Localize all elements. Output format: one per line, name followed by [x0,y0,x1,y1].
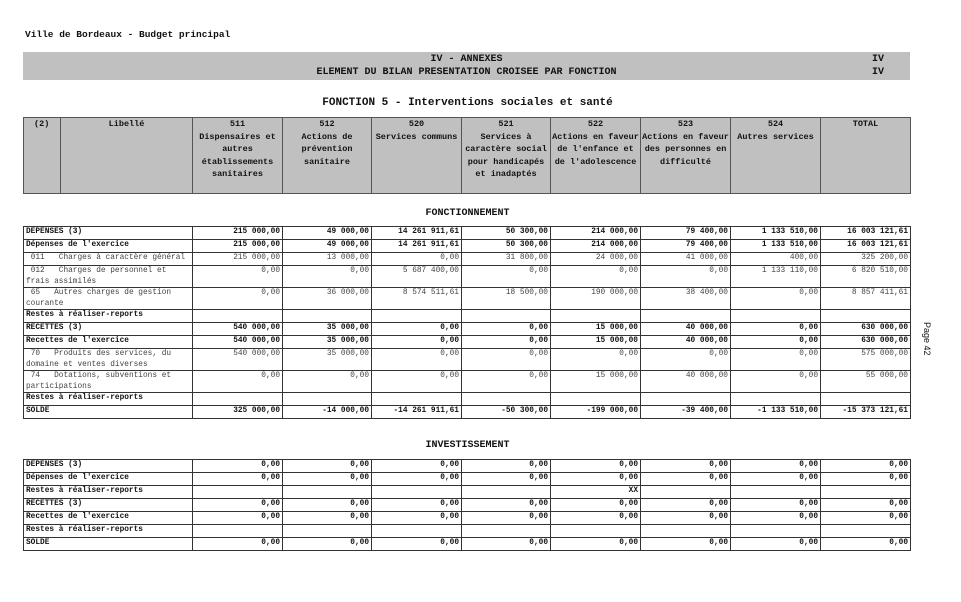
amount-cell: 0,00 [731,512,821,525]
table-row [24,486,911,499]
table-row [24,538,911,551]
amount-cell: 0,00 [372,371,462,393]
table-row [24,336,911,349]
fonctionnement-table [23,226,911,419]
amount-cell: 215 000,00 [193,240,283,253]
annex-banner [23,52,910,80]
amount-cell: 0,00 [731,499,821,512]
amount-cell: 0,00 [641,473,731,486]
amount-cell: 540 000,00 [193,336,283,349]
amount-cell [462,525,551,538]
banner-subtitle: ELEMENT DU BILAN PRESENTATION CROISEE PAR FONCTION [316,67,617,78]
table-row [24,371,911,393]
amount-cell: 0,00 [283,538,372,551]
amount-cell: 24 000,00 [551,253,641,266]
amount-cell: 0,00 [462,266,551,288]
amount-cell [821,525,911,538]
amount-cell: 0,00 [731,538,821,551]
amount-cell: 6 820 510,00 [821,266,911,288]
amount-cell: 325 200,00 [821,253,911,266]
column-header [462,118,551,194]
amount-cell: 50 300,00 [462,240,551,253]
table-row [24,525,911,538]
amount-cell: 0,00 [731,371,821,393]
amount-cell: 0,00 [731,349,821,371]
column-header [641,118,731,194]
amount-cell: 0,00 [641,266,731,288]
row-label: 65 Autres charges de gestion courante [24,288,193,310]
amount-cell [283,486,372,499]
amount-cell [731,310,821,323]
amount-cell: 16 003 121,61 [821,240,911,253]
amount-cell: 540 000,00 [193,323,283,336]
amount-cell: 0,00 [283,460,372,473]
amount-cell: 0,00 [641,499,731,512]
row-label: 74 Dotations, subventions et participations [24,371,193,393]
amount-cell: 0,00 [462,323,551,336]
row-label: 70 Produits des services, du domaine et ventes diverses [24,349,193,371]
amount-cell: 0,00 [821,538,911,551]
amount-cell: 36 000,00 [283,288,372,310]
amount-cell: -14 000,00 [283,406,372,419]
section-title-investissement: INVESTISSEMENT [425,440,510,451]
amount-cell: 55 000,00 [821,371,911,393]
column-label: Actions en faveur des personnes en difficulté [642,131,729,167]
amount-cell [731,393,821,406]
column-header-table [23,117,911,194]
amount-cell: 0,00 [372,323,462,336]
column-label: (2) [34,119,50,129]
amount-cell [283,393,372,406]
column-label: Actions de prévention sanitaire [301,131,353,167]
amount-cell: 0,00 [372,538,462,551]
amount-cell [641,393,731,406]
amount-cell: XX [551,486,641,499]
column-code: 521 [498,119,514,129]
amount-cell: 79 400,00 [641,227,731,240]
amount-cell: 630 000,00 [821,336,911,349]
amount-cell: 0,00 [551,349,641,371]
table-row [24,512,911,525]
amount-cell: 0,00 [821,512,911,525]
row-label: DEPENSES (3) [24,227,193,240]
table-row [24,323,911,336]
column-code: 523 [677,119,694,129]
amount-cell [551,393,641,406]
amount-cell: 13 000,00 [283,253,372,266]
amount-cell: 0,00 [551,538,641,551]
amount-cell: 0,00 [372,349,462,371]
column-label: Dispensaires et autres établissements sanitaires [199,131,276,179]
amount-cell: 15 000,00 [551,371,641,393]
amount-cell: -14 261 911,61 [372,406,462,419]
amount-cell: 79 400,00 [641,240,731,253]
row-label: SOLDE [24,406,193,419]
amount-cell: 0,00 [372,499,462,512]
amount-cell [372,393,462,406]
amount-cell: 1 133 110,00 [731,266,821,288]
row-label: Recettes de l'exercice [24,512,193,525]
table-row [24,460,911,473]
amount-cell: 8 857 411,61 [821,288,911,310]
column-code: 520 [408,119,425,129]
amount-cell [551,310,641,323]
amount-cell: 16 003 121,61 [821,227,911,240]
amount-cell: 0,00 [372,253,462,266]
amount-cell: -15 373 121,61 [821,406,911,419]
amount-cell: 214 000,00 [551,227,641,240]
amount-cell [193,486,283,499]
amount-cell: 5 687 400,00 [372,266,462,288]
amount-cell: 0,00 [731,460,821,473]
section-title-fonctionnement: FONCTIONNEMENT [425,208,510,219]
amount-cell: 18 500,00 [462,288,551,310]
amount-cell: 0,00 [821,460,911,473]
column-header [283,118,372,194]
amount-cell: 14 261 911,61 [372,240,462,253]
table-row [24,393,911,406]
amount-cell: 14 261 911,61 [372,227,462,240]
amount-cell: 0,00 [193,499,283,512]
amount-cell: 49 000,00 [283,240,372,253]
amount-cell [372,525,462,538]
amount-cell: -39 400,00 [641,406,731,419]
amount-cell: 0,00 [283,512,372,525]
row-label: Restes à réaliser-reports [24,486,193,499]
amount-cell [193,525,283,538]
amount-cell: 50 300,00 [462,227,551,240]
amount-cell: 1 133 510,00 [731,227,821,240]
amount-cell [821,310,911,323]
function-title: FONCTION 5 - Interventions sociales et santé [322,97,613,109]
column-label: Services à caractère social pour handicapés et inadaptés [465,131,547,179]
row-label: Restes à réaliser-reports [24,393,193,406]
amount-cell: 40 000,00 [641,323,731,336]
amount-cell: 0,00 [372,473,462,486]
row-label: Restes à réaliser-reports [24,310,193,323]
amount-cell: 38 400,00 [641,288,731,310]
amount-cell: 0,00 [462,371,551,393]
amount-cell: 0,00 [283,266,372,288]
amount-cell: 8 574 511,61 [372,288,462,310]
column-header [61,118,193,194]
amount-cell: 575 000,00 [821,349,911,371]
amount-cell: 35 000,00 [283,349,372,371]
amount-cell [821,393,911,406]
amount-cell: 49 000,00 [283,227,372,240]
amount-cell: 0,00 [551,473,641,486]
row-label: Dépenses de l'exercice [24,473,193,486]
row-label: SOLDE [24,538,193,551]
amount-cell: 0,00 [821,499,911,512]
amount-cell: 0,00 [551,512,641,525]
amount-cell: 0,00 [462,499,551,512]
banner-code-2: IV [871,67,884,78]
amount-cell: 214 000,00 [551,240,641,253]
column-header [821,118,911,194]
amount-cell: 190 000,00 [551,288,641,310]
amount-cell: 0,00 [551,460,641,473]
amount-cell [462,486,551,499]
amount-cell [731,525,821,538]
column-code: 511 [229,119,246,129]
column-header [731,118,821,194]
column-code: 512 [319,119,335,129]
page-number: Page 42 [922,322,932,356]
amount-cell [372,310,462,323]
column-header [193,118,283,194]
organization-title: Ville de Bordeaux - Budget principal [25,29,231,40]
amount-cell: 0,00 [193,288,283,310]
amount-cell: 0,00 [193,266,283,288]
amount-cell: 40 000,00 [641,336,731,349]
amount-cell: -50 300,00 [462,406,551,419]
table-row [24,473,911,486]
amount-cell [462,310,551,323]
column-header [551,118,641,194]
amount-cell: 0,00 [283,473,372,486]
row-label: 011 Charges à caractère général [24,253,193,266]
column-header-row [24,118,911,194]
amount-cell [821,486,911,499]
amount-cell [641,486,731,499]
amount-cell: 0,00 [821,473,911,486]
amount-cell [462,393,551,406]
amount-cell [731,486,821,499]
column-header [372,118,462,194]
amount-cell: 0,00 [462,336,551,349]
banner-code-1: IV [871,54,884,65]
amount-cell: 0,00 [641,512,731,525]
row-label: Dépenses de l'exercice [24,240,193,253]
amount-cell: 0,00 [462,460,551,473]
column-code: 522 [587,119,604,129]
amount-cell [283,310,372,323]
amount-cell [641,525,731,538]
banner-title: IV - ANNEXES [430,54,503,65]
column-code: 524 [767,119,784,129]
amount-cell: 0,00 [193,460,283,473]
amount-cell [641,310,731,323]
amount-cell: 0,00 [731,336,821,349]
amount-cell: 15 000,00 [551,336,641,349]
table-row [24,288,911,310]
table-row [24,240,911,253]
table-row [24,253,911,266]
table-row [24,406,911,419]
amount-cell: 215 000,00 [193,227,283,240]
amount-cell: 0,00 [193,512,283,525]
column-label: Services communs [375,131,458,142]
amount-cell: 35 000,00 [283,336,372,349]
amount-cell: 41 000,00 [641,253,731,266]
column-label: Actions en faveur de l'enfance et de l'adolescence [552,131,639,167]
table-row [24,266,911,288]
investissement-table [23,459,911,551]
column-header [24,118,61,194]
amount-cell: 0,00 [193,473,283,486]
amount-cell: 0,00 [193,538,283,551]
amount-cell: 540 000,00 [193,349,283,371]
amount-cell: 0,00 [462,538,551,551]
amount-cell: 630 000,00 [821,323,911,336]
amount-cell: 0,00 [193,371,283,393]
amount-cell: 0,00 [462,473,551,486]
amount-cell [193,393,283,406]
amount-cell: 0,00 [462,349,551,371]
amount-cell: -199 000,00 [551,406,641,419]
amount-cell [551,525,641,538]
row-label: Restes à réaliser-reports [24,525,193,538]
amount-cell: 0,00 [462,512,551,525]
amount-cell: 0,00 [551,266,641,288]
amount-cell: 40 000,00 [641,371,731,393]
amount-cell [372,486,462,499]
amount-cell: 0,00 [372,336,462,349]
amount-cell: 0,00 [551,499,641,512]
amount-cell: 0,00 [372,512,462,525]
column-label: Autres services [737,131,814,142]
amount-cell [193,310,283,323]
row-label: Recettes de l'exercice [24,336,193,349]
row-label: 012 Charges de personnel et frais assimilés [24,266,193,288]
table-row [24,349,911,371]
amount-cell: 1 133 510,00 [731,240,821,253]
amount-cell: 325 000,00 [193,406,283,419]
row-label: RECETTES (3) [24,499,193,512]
row-label: RECETTES (3) [24,323,193,336]
amount-cell: 0,00 [641,460,731,473]
amount-cell: 215 000,00 [193,253,283,266]
amount-cell: 0,00 [731,288,821,310]
amount-cell: 35 000,00 [283,323,372,336]
amount-cell: 15 000,00 [551,323,641,336]
amount-cell: 0,00 [283,371,372,393]
amount-cell: 400,00 [731,253,821,266]
amount-cell: 0,00 [283,499,372,512]
amount-cell: 0,00 [731,473,821,486]
amount-cell: 0,00 [641,538,731,551]
row-label: DEPENSES (3) [24,460,193,473]
column-label: Libellé [108,119,145,129]
table-row [24,499,911,512]
amount-cell [283,525,372,538]
table-row [24,227,911,240]
amount-cell: 0,00 [372,460,462,473]
amount-cell: 0,00 [731,323,821,336]
amount-cell: -1 133 510,00 [731,406,821,419]
column-label: TOTAL [852,119,879,129]
amount-cell: 0,00 [641,349,731,371]
table-row [24,310,911,323]
amount-cell: 31 800,00 [462,253,551,266]
